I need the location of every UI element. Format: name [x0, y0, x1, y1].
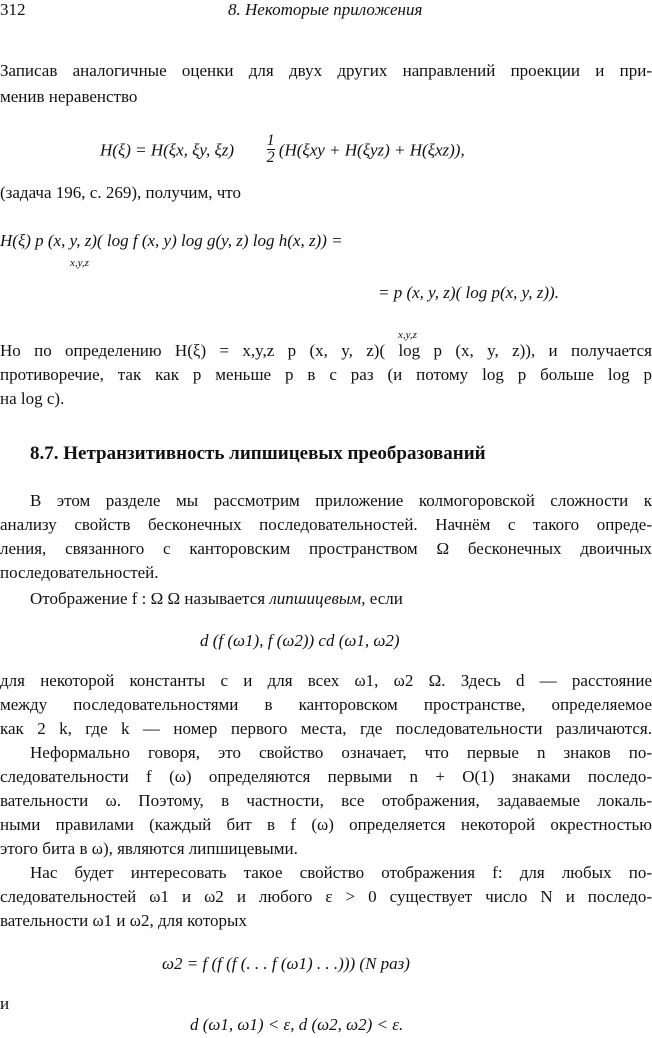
- paragraph-5-line-2: между последовательностями в канторовском пространстве, определяемое: [0, 695, 652, 714]
- paragraph-4-term: липшицевым: [269, 589, 362, 608]
- equation-2-line-2: = p (x, y, z)( log p(x, y, z)).: [378, 283, 559, 302]
- equation-1: [100, 132, 465, 168]
- equation-5: d (ω1, ω1) < ε, d (ω2, ω2) < ε.: [190, 1015, 404, 1034]
- paragraph-4-line-1: [30, 588, 652, 610]
- paragraph-4-text-c: , если: [361, 589, 403, 608]
- paragraph-6-line-3: вательности ω. Поэтому, в частности, все отображения, задаваемые локаль-: [0, 791, 652, 810]
- section-heading: 8.7. Нетранзитивность липшицевых преобразований: [30, 443, 486, 464]
- paragraph-5-line-1: для некоторой константы c и для всех ω1, ω2 Ω. Здесь d — расстояние: [0, 671, 652, 690]
- equation-3: d (f (ω1), f (ω2)) cd (ω1, ω2): [200, 631, 400, 650]
- chapter-title: 8. Некоторые приложения: [228, 0, 423, 19]
- fraction-numerator: 1: [266, 132, 275, 149]
- paragraph-3-line-4: последовательностей.: [0, 563, 159, 582]
- paragraph-3-line-2: анализу свойств бесконечных последовательностей. Начнём с такого опреде-: [0, 515, 652, 534]
- equation-2-line-1: H(ξ) p (x, y, z)( log f (x, y) log g(y, z) log h(x, z)) =: [0, 231, 343, 250]
- paragraph-2-line-1: Но по определению H(ξ) = x,y,z p (x, y, z)( log p (x, y, z)), и получается: [0, 341, 652, 360]
- paragraph-2-line-2: противоречие, так как p меньше p в c раз (и потому log p больше log p: [0, 365, 652, 384]
- paragraph-7-line-3: вательности ω1 и ω2, для которых: [0, 911, 247, 930]
- paragraph-6-line-4: ными правилами (каждый бит в f (ω) определяется некоторой окрестностью: [0, 815, 652, 834]
- after-equation-1: (задача 196, с. 269), получим, что: [0, 183, 242, 202]
- equation-1-left: H(ξ) = H(ξx, ξy, ξz): [100, 140, 235, 160]
- sum-subscript-2: x,y,z: [398, 329, 417, 341]
- conjunction: и: [0, 994, 10, 1013]
- paragraph-4-text-a: Отображение f : Ω Ω называется: [30, 589, 270, 608]
- page-number: 312: [0, 0, 26, 19]
- paragraph-6-line-2: следовательности f (ω) определяются первыми n + O(1) знаками последо-: [0, 767, 652, 786]
- paragraph-7-line-1: Нас будет интересовать такое свойство отображения f: для любых по-: [30, 863, 652, 882]
- paragraph-1-line-2: менив неравенство: [0, 87, 138, 106]
- equation-1-fraction: [267, 133, 275, 166]
- paragraph-1-line-1: Записав аналогичные оценки для двух других направлений проекции и при-: [0, 61, 652, 80]
- paragraph-7-line-2: следовательностей ω1 и ω2 и любого ε > 0 существует число N и последо-: [0, 887, 652, 906]
- paragraph-6-line-1: Неформально говоря, это свойство означает, что первые n знаков по-: [30, 743, 652, 762]
- equation-1-right: (H(ξxy + H(ξyz) + H(ξxz)),: [278, 140, 465, 160]
- sum-subscript-1: x,y,z: [70, 257, 89, 269]
- paragraph-2-line-3: на log c).: [0, 389, 65, 408]
- fraction-denominator: 2: [266, 149, 275, 166]
- paragraph-6-line-5: этого бита в ω), являются липшицевыми.: [0, 839, 298, 858]
- paragraph-5-line-3: как 2 k, где k — номер первого места, где последовательности различаются.: [0, 719, 652, 738]
- equation-4: ω2 = f (f (f (. . . f (ω1) . . .))) (N раз): [162, 954, 410, 973]
- paragraph-3-line-1: В этом разделе мы рассмотрим приложение колмогоровской сложности к: [30, 491, 652, 510]
- paragraph-3-line-3: ления, связанного с канторовским пространством Ω бесконечных двоичных: [0, 539, 652, 558]
